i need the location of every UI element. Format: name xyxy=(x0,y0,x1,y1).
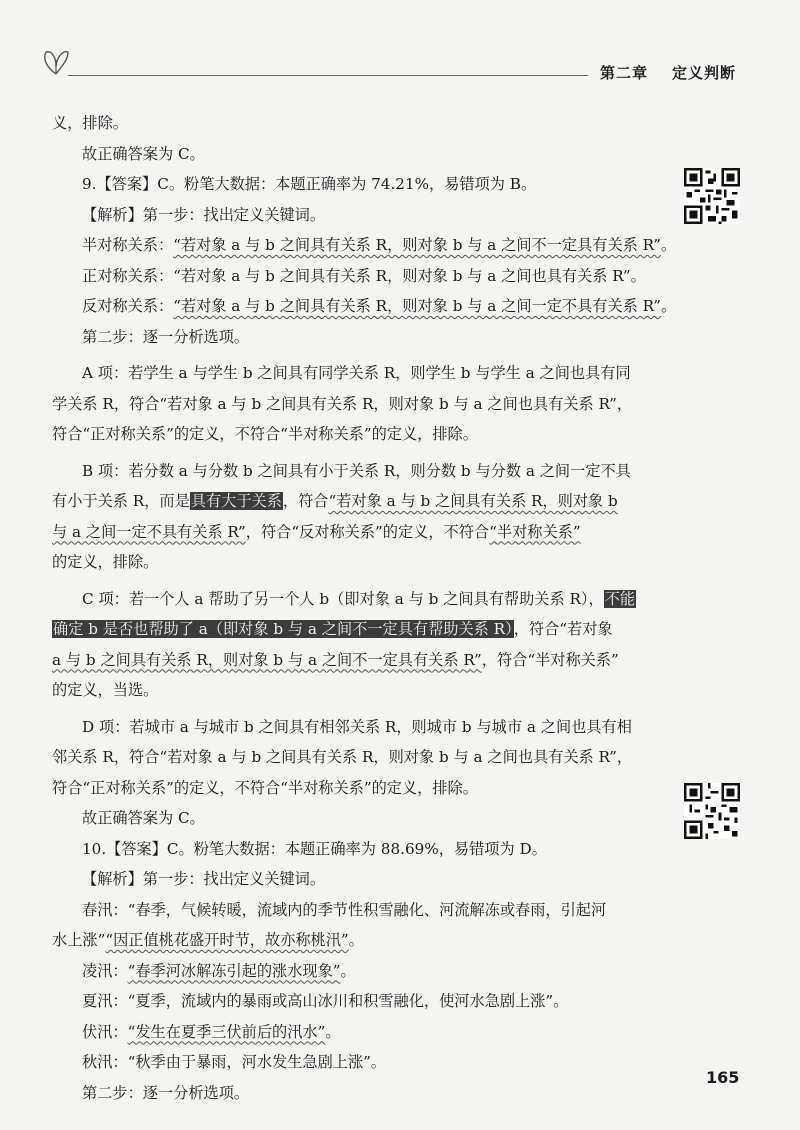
wavy-underlined-text: “因正值桃花盛开时节，故亦称桃汛” xyxy=(105,931,349,949)
definition-line: 正对称关系：“若对象 a 与 b 之间具有关系 R，则对象 b 与 a 之间也具有关系 R”。 xyxy=(82,266,646,285)
text-run: 反对称关系： xyxy=(82,297,174,315)
option-c-line xyxy=(52,614,662,645)
option-b-line xyxy=(52,486,662,517)
text-line: 故正确答案为 C。 xyxy=(82,809,205,827)
option-d-line: 符合“正对称关系”的定义，不符合“半对称关系”的定义，排除。 xyxy=(52,778,478,797)
qr-code-icon[interactable] xyxy=(684,783,740,839)
text-line: 第二步：逐一分析选项。 xyxy=(82,1083,250,1102)
text-run: 。 xyxy=(661,236,677,254)
option-a-line: 学关系 R，符合“若对象 a 与 b 之间具有关系 R，则对象 b 与 a 之间也具有关系 R”， xyxy=(52,394,633,413)
text-run: ，符合“半对称关系” xyxy=(481,650,619,669)
question-10-analysis: 【解析】第一步：找出定义关键词。 xyxy=(82,870,325,888)
header-rule xyxy=(68,75,588,76)
wavy-underlined-text: “若对象 a 与 b 之间具有关系 R，则对象 b xyxy=(328,492,618,510)
question-9-analysis: 【解析】第一步：找出定义关键词。 xyxy=(82,205,325,224)
wavy-underlined-text: “发生在夏季三伏前后的汛水” xyxy=(127,1022,326,1041)
option-a-line: A 项：若学生 a 与学生 b 之间具有同学关系 R，则学生 b 与学生 a 之间也具有同 xyxy=(82,364,631,382)
definition-line xyxy=(52,230,677,261)
text-run: 半对称关系： xyxy=(82,236,174,254)
option-d-line: D 项：若城市 a 与城市 b 之间具有相邻关系 R，则城市 b 与城市 a 之间也具有相 xyxy=(82,717,632,736)
text-run: ，符合“若对象 xyxy=(513,620,613,638)
qr-code-icon[interactable] xyxy=(684,168,740,224)
option-c-line xyxy=(52,645,662,676)
wavy-underlined-text: “若对象 a 与 b 之间具有关系 R，则对象 b 与 a 之间一定不具有关系 R” xyxy=(173,297,662,315)
text-run: 。 xyxy=(348,931,364,949)
option-c-line: 的定义，当选。 xyxy=(52,681,159,699)
text-run: 凌汛： xyxy=(82,961,128,980)
text-run: 。 xyxy=(661,297,677,315)
option-a-line: 符合“正对称关系”的定义，不符合“半对称关系”的定义，排除。 xyxy=(52,425,478,443)
option-c-line xyxy=(52,584,662,615)
text-run: C 项：若一个人 a 帮助了另一个人 b（即对象 a 与 b 之间具有帮助关系 R）， xyxy=(82,589,604,608)
option-b-line xyxy=(52,517,662,548)
text-run: ，符合“反对称关系”的定义，不符合 xyxy=(245,522,490,541)
highlighted-text: 不能 xyxy=(604,589,636,608)
definition-line: 秋汛：“秋季由于暴雨，河水发生急剧上涨”。 xyxy=(82,1053,387,1071)
text-run: 。 xyxy=(340,961,356,980)
wavy-underlined-text: “春季河冰解冻引起的涨水现象” xyxy=(127,961,341,980)
definition-line: 夏汛：“夏季，流域内的暴雨或高山冰川和积雪融化，使河水急剧上涨”。 xyxy=(82,992,569,1010)
text-line: 义，排除。 xyxy=(52,114,128,132)
text-line: 故正确答案为 C。 xyxy=(82,144,205,163)
option-b-line: B 项：若分数 a 与分数 b 之间具有小于关系 R，则分数 b 与分数 a 之间一定不具 xyxy=(82,461,631,480)
question-9-answer: 9.【答案】C。粉笔大数据：本题正确率为 74.21%，易错项为 B。 xyxy=(82,175,537,193)
question-10-answer: 10.【答案】C。粉笔大数据：本题正确率为 88.69%，易错项为 D。 xyxy=(82,839,547,858)
wavy-underlined-text: 与 a 之间一定不具有关系 R” xyxy=(52,522,246,541)
highlighted-text: 确定 b 是否也帮助了 a（即对象 b 与 a 之间不一定具有帮助关系 R） xyxy=(53,620,513,638)
text-run: 。 xyxy=(325,1022,341,1041)
page-header xyxy=(0,0,800,90)
option-d-line: 邻关系 R，符合“若对象 a 与 b 之间具有关系 R，则对象 b 与 a 之间也具有关系 R”， xyxy=(52,748,633,766)
definition-line xyxy=(52,925,662,956)
text-run: 伏汛： xyxy=(82,1022,128,1041)
solution-content xyxy=(52,108,677,1108)
text-run: ，符合 xyxy=(282,492,329,510)
wavy-underlined-text: “半对称关系” xyxy=(489,522,581,541)
definition-line: 春汛：“春季，气候转暖，流域内的季节性积雪融化、河流解冻或春雨，引起河 xyxy=(82,900,607,919)
page-number: 165 xyxy=(706,1068,740,1087)
highlighted-text: 具有大于关系 xyxy=(190,492,282,510)
leaf-ornament-icon xyxy=(38,46,74,76)
chapter-name: 定义判断 xyxy=(672,64,737,82)
option-b-line: 的定义，排除。 xyxy=(52,553,159,571)
chapter-number: 第二章 xyxy=(600,64,649,82)
definition-line xyxy=(52,956,662,987)
text-run: 有小于关系 R，而是 xyxy=(52,492,190,510)
chapter-title xyxy=(600,62,736,83)
definition-line xyxy=(52,1017,662,1048)
wavy-underlined-text: a 与 b 之间具有关系 R，则对象 b 与 a 之间不一定具有关系 R” xyxy=(52,650,482,669)
text-line: 第二步：逐一分析选项。 xyxy=(82,327,250,346)
wavy-underlined-text: “若对象 a 与 b 之间具有关系 R，则对象 b 与 a 之间不一定具有关系 R” xyxy=(173,236,662,254)
definition-line xyxy=(52,291,677,322)
text-run: 水上涨” xyxy=(52,931,106,949)
